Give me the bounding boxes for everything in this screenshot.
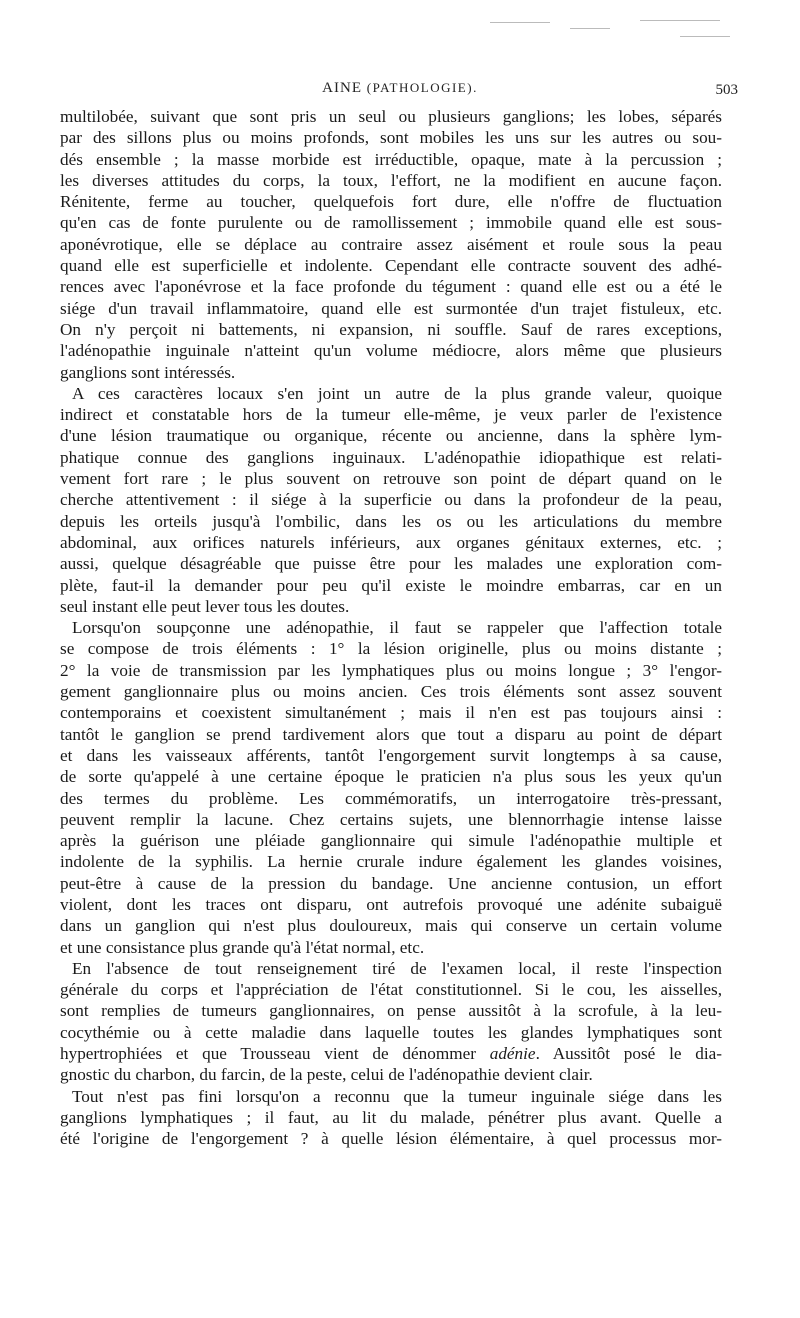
paragraph-3 [60, 617, 722, 958]
text-line: cherche attentivement : il siége à la superficie ou dans la profondeur de la peau, [60, 490, 722, 510]
text-line: dans un ganglion qui n'est plus douloureux, mais qui conserve un certain volume [60, 916, 722, 936]
text-line: sont remplies de tumeurs ganglionnaires, on pense aussitôt à la scrofule, à la leu- [60, 1001, 722, 1021]
text-line: de sorte qu'appelé à une certaine époque le praticien n'a plus sous les yeux qu'un [60, 767, 722, 787]
text-line: dés ensemble ; la masse morbide est irréductible, opaque, mate à la percussion ; [60, 149, 722, 169]
text-line: générale du corps et l'appréciation de l'état constitutionnel. Si le cou, les aisselles, [60, 980, 722, 1000]
text-line: siége d'un travail inflammatoire, quand elle est surmontée d'un trajet fistuleux, etc. [60, 298, 722, 318]
text-line: On n'y perçoit ni battements, ni expansion, ni souffle. Sauf de rares exceptions, [60, 319, 722, 339]
text-line: été l'origine de l'engorgement ? à quelle lésion élémentaire, à quel processus mor- [60, 1129, 722, 1149]
text-line: En l'absence de tout renseignement tiré de l'examen local, il reste l'inspection [72, 958, 722, 978]
paragraph-5 [60, 1086, 722, 1150]
text-line: aponévrotique, elle se déplace au contraire assez aisément et roule sous la peau [60, 234, 722, 254]
text-line: vement fort rare ; le plus souvent on retrouve son point de départ quand on le [60, 469, 722, 489]
text-line: Lorsqu'on soupçonne une adénopathie, il faut se rappeler que l'affection totale [72, 618, 722, 638]
paragraph-1 [60, 106, 722, 383]
paragraph-4 [60, 958, 722, 1086]
text-line: peut-être à cause de la pression du bandage. Une ancienne contusion, un effort [60, 873, 722, 893]
text-line: phatique connue des ganglions inguinaux. L'adénopathie idiopathique est relati- [60, 447, 722, 467]
text-line: Rénitente, ferme au toucher, quelquefois fort dure, elle n'offre de fluctuation [60, 192, 722, 212]
text-line: peuvent remplir la lacune. Chez certains sujets, une blennorrhagie intense laisse [60, 809, 722, 829]
text-line: abdominal, aux orifices naturels inférieurs, aux organes génitaux externes, etc. ; [60, 532, 722, 552]
text-line: indolente de la syphilis. La hernie crurale indure également les glandes voisines, [60, 852, 722, 872]
running-title-sub: (PATHOLOGIE). [366, 80, 478, 95]
page-number: 503 [715, 82, 738, 98]
running-title [60, 80, 740, 97]
text-line: gement ganglionnaire plus ou moins ancien. Ces trois éléments sont assez souvent [60, 682, 722, 702]
text-line: 2° la voie de transmission par les lymphatiques plus ou moins longue ; 3° l'engor- [60, 660, 722, 680]
text-line: qu'en cas de fonte purulente ou de ramollissement ; immobile quand elle est sous- [60, 213, 722, 233]
text-line: indirect et constatable hors de la tumeur elle-même, je veux parler de l'existence [60, 405, 722, 425]
text-line: multilobée, suivant que sont pris un seul ou plusieurs ganglions; les lobes, séparés [60, 107, 722, 126]
body-text [60, 106, 722, 1150]
running-title-main: AINE [322, 80, 362, 96]
text-line: des termes du problème. Les commémoratifs, un interrogatoire très-pressant, [60, 788, 722, 808]
text-line: après la guérison une pléiade ganglionnaire qui simule l'adénopathie multiple et [60, 831, 722, 851]
text-segment: . Aussitôt posé le dia- [535, 1044, 723, 1064]
text-line: A ces caractères locaux s'en joint un autre de la plus grande valeur, quoique [72, 383, 722, 403]
scan-noise [480, 14, 780, 54]
text-line: et une consistance plus grande qu'à l'état normal, etc. [60, 937, 425, 957]
running-head [60, 80, 740, 104]
text-line: seul instant elle peut lever tous les doutes. [60, 596, 350, 616]
text-line: rences avec l'aponévrose et la face profonde du tégument : quand elle est ou a été le [60, 277, 722, 297]
text-line: quand elle est superficielle et indolente. Cependant elle contracte souvent des adhé- [60, 256, 722, 276]
text-line: aussi, quelque désagréable que puisse être pour les malades une exploration com- [60, 554, 722, 574]
text-line: par des sillons plus ou moins profonds, sont mobiles les uns sur les autres ou sou- [60, 128, 722, 148]
text-line: Tout n'est pas fini lorsqu'on a reconnu que la tumeur inguinale siége dans les [72, 1086, 722, 1106]
text-line: ganglions sont intéressés. [60, 362, 236, 382]
text-line: l'adénopathie inguinale n'atteint qu'un volume médiocre, alors même que plusieurs [60, 341, 722, 361]
text-line-with-italic [60, 1043, 722, 1064]
text-line: violent, dont les traces ont disparu, ont autrefois provoqué une adénite subaiguë [60, 894, 722, 914]
text-line: les diverses attitudes du corps, la toux, l'effort, ne la modifient en aucune façon. [60, 170, 722, 190]
paragraph-2 [60, 383, 722, 617]
text-line: cocythémie ou à cette maladie dans laquelle toutes les glandes lymphatiques sont [60, 1022, 722, 1042]
text-line: contemporains et coexistent simultanément ; mais il n'en est pas toujours ainsi : [60, 703, 722, 723]
text-line: se compose de trois éléments : 1° la lésion originelle, plus ou moins distante ; [60, 639, 722, 659]
text-line: ganglions lymphatiques ; il faut, au lit du malade, pénétrer plus avant. Quelle a [60, 1107, 722, 1127]
text-line: d'une lésion traumatique ou organique, récente ou ancienne, dans la sphère lym- [60, 426, 722, 446]
text-line: et dans les vaisseaux afférents, tantôt l'engorgement survit longtemps à sa cause, [60, 745, 722, 765]
text-line: gnostic du charbon, du farcin, de la peste, celui de l'adénopathie devient clair. [60, 1065, 593, 1085]
text-segment: hypertrophiées et que Trousseau vient de dénommer [60, 1044, 476, 1064]
text-line: depuis les orteils jusqu'à l'ombilic, dans les os ou les articulations du membre [60, 511, 722, 531]
text-line: plète, faut-il la demander pour peu qu'il existe le moindre embarras, car en un [60, 575, 722, 595]
italic-term: adénie [489, 1044, 536, 1064]
text-line: tantôt le ganglion se prend tardivement alors que tout a disparu au point de départ [60, 724, 722, 744]
